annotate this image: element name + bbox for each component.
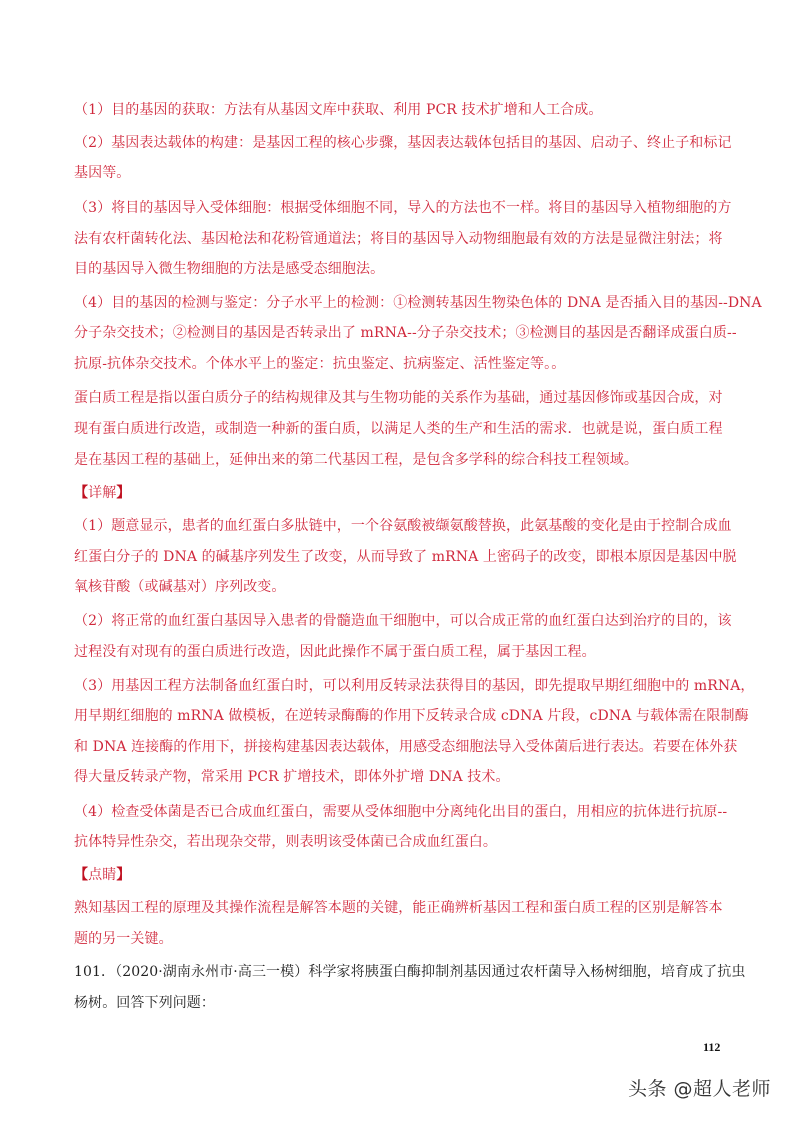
question-101-line-1: 101．（2020·湖南永州市·高三一模）科学家将胰蛋白酶抑制剂基因通过农杆菌导入杨树细胞，培育成了抗虫	[74, 964, 746, 980]
question-101-line-2: 杨树。回答下列问题：	[74, 995, 215, 1011]
detail-heading	[74, 484, 734, 502]
protein-engineering-line-2: 现有蛋白质进行改造，或制造一种新的蛋白质，以满足人类的生产和生活的需求．也就是说，蛋白质工程	[74, 421, 723, 437]
detail-line-1: （1）题意显示，患者的血红蛋白多肽链中，一个谷氨酸被缬氨酸替换，此氨基酸的变化是由于控制合成血	[74, 518, 732, 534]
bracket-open: 【	[74, 867, 89, 883]
detail-line-2: 红蛋白分子的 DNA 的碱基序列发生了改变，从而导致了 mRNA 上密码子的改变，即根本原因是基因中脱	[74, 549, 737, 565]
detail-line-10: （4）检查受体菌是否已合成血红蛋白，需要从受体细胞中分离纯化出目的蛋白，用相应的抗体进行抗原--	[74, 804, 728, 820]
detail-line-7: 用早期红细胞的 mRNA 做模板，在逆转录酶酶的作用下反转录合成 cDNA 片段，cDNA 与载体需在限制酶	[74, 708, 749, 724]
detail-line-9: 得大量反转录产物，常采用 PCR 扩增技术，即体外扩增 DNA 技术。	[74, 769, 510, 785]
analysis-line-9: 抗原-抗体杂交技术。个体水平上的鉴定：抗虫鉴定、抗病鉴定、活性鉴定等。。	[74, 356, 566, 372]
bracket-close: 】	[116, 867, 131, 883]
detail-line-4: （2）将正常的血红蛋白基因导入患者的骨髓造血干细胞中，可以合成正常的血红蛋白达到治疗的目的，该	[74, 613, 732, 629]
page-number: 112	[703, 1040, 721, 1054]
analysis-line-6: 目的基因导入微生物细胞的方法是感受态细胞法。	[74, 261, 385, 277]
detail-line-3: 氧核苷酸（或碱基对）序列改变。	[74, 579, 286, 595]
analysis-line-7: （4）目的基因的检测与鉴定：分子水平上的检测：①检测转基因生物染色体的 DNA 是否插入目的基因--DNA	[74, 295, 762, 311]
protein-engineering-line-1: 蛋白质工程是指以蛋白质分子的结构规律及其与生物功能的关系作为基础，通过基因修饰或基因合成，对	[74, 390, 723, 406]
detail-line-6: （3）用基因工程方法制备血红蛋白时，可以利用反转录法获得目的基因，即先提取早期红细胞中的 mRNA，	[74, 678, 755, 694]
comment-heading-label: 点睛	[88, 867, 117, 883]
analysis-line-5: 法有农杆菌转化法、基因枪法和花粉管通道法；将目的基因导入动物细胞最有效的方法是显微注射法；将	[74, 231, 723, 247]
detail-heading-label: 详解	[88, 485, 117, 501]
detail-line-11: 抗体特异性杂交，若出现杂交带，则表明该受体菌已合成血红蛋白。	[74, 834, 497, 850]
analysis-line-1: （1）目的基因的获取：方法有从基因文库中获取、利用 PCR 技术扩增和人工合成。	[74, 102, 603, 118]
detail-line-8: 和 DNA 连接酶的作用下，拼接构建基因表达载体，用感受态细胞法导入受体菌后进行表达。若要在体外获	[74, 739, 738, 755]
watermark: 头条 @超人老师	[628, 1078, 772, 1100]
analysis-line-4: （3）将目的基因导入受体细胞：根据受体细胞不同，导入的方法也不一样。将目的基因导入植物细胞的方	[74, 200, 732, 216]
protein-engineering-line-3: 是在基因工程的基础上，延伸出来的第二代基因工程，是包含多学科的综合科技工程领域。	[74, 452, 638, 468]
comment-heading	[74, 866, 734, 884]
analysis-line-3: 基因等。	[74, 165, 131, 181]
comment-line-2: 题的另一关键。	[74, 931, 173, 947]
analysis-line-2: （2）基因表达载体的构建：是基因工程的核心步骤，基因表达载体包括目的基因、启动子、终止子和标记	[74, 135, 732, 151]
bracket-open: 【	[74, 485, 89, 501]
bracket-close: 】	[116, 485, 131, 501]
analysis-line-8: 分子杂交技术；②检测目的基因是否转录出了 mRNA--分子杂交技术；③检测目的基因是否翻译成蛋白质--	[74, 325, 737, 341]
comment-line-1: 熟知基因工程的原理及其操作流程是解答本题的关键，能正确辨析基因工程和蛋白质工程的区别是解答本	[74, 900, 723, 916]
detail-line-5: 过程没有对现有的蛋白质进行改造，因此此操作不属于蛋白质工程，属于基因工程。	[74, 644, 596, 660]
